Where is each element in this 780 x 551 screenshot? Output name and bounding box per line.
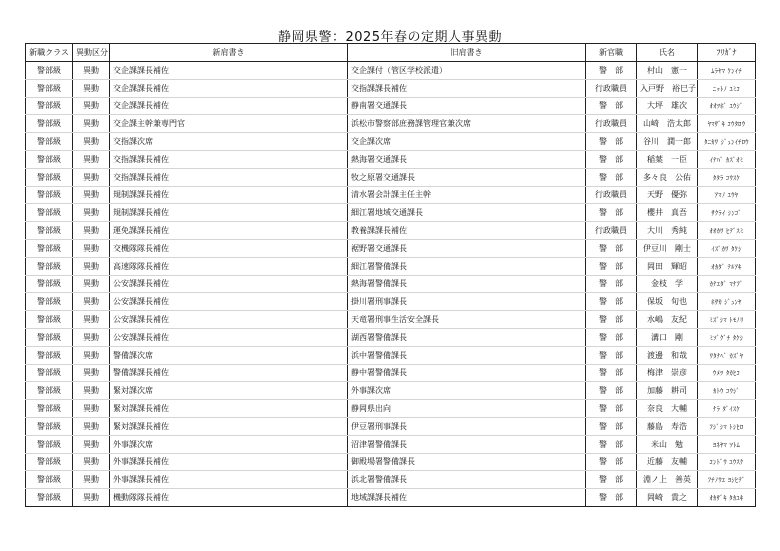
kana-cell: ﾎｻｶ ｼﾞｭﾝﾔ <box>698 293 756 311</box>
new-title-cell: 高速隊隊長補佐 <box>110 257 348 275</box>
kana-cell: ﾔﾏｻﾞｷ ｺｳﾀﾛｳ <box>698 115 756 133</box>
name-cell: 多々良 公佑 <box>637 168 698 186</box>
rank-cell: 警 部 <box>586 346 637 364</box>
table-row <box>26 435 756 453</box>
rank-cell: 警 部 <box>586 97 637 115</box>
table-row <box>26 346 756 364</box>
table-row <box>26 239 756 257</box>
name-cell: 村山 憲一 <box>637 62 698 80</box>
kana-cell: ｺﾝﾄﾞｳ ﾕｳｽｹ <box>698 453 756 471</box>
table-header-row <box>26 44 756 62</box>
name-cell: 保坂 旬也 <box>637 293 698 311</box>
name-cell: 藤島 寿浩 <box>637 417 698 435</box>
type-cell: 異動 <box>73 400 110 418</box>
name-cell: 稲葉 一臣 <box>637 150 698 168</box>
type-cell: 異動 <box>73 382 110 400</box>
class-cell: 警部級 <box>26 79 73 97</box>
rank-cell: 警 部 <box>586 489 637 507</box>
kana-cell: ﾌﾁﾉｳｴ ﾖｼﾋﾃﾞ <box>698 471 756 489</box>
rank-cell: 警 部 <box>586 168 637 186</box>
rank-cell: 警 部 <box>586 435 637 453</box>
new-title-cell: 交指課課長補佐 <box>110 150 348 168</box>
class-cell: 警部級 <box>26 239 73 257</box>
type-cell: 異動 <box>73 453 110 471</box>
name-cell: 加藤 耕司 <box>637 382 698 400</box>
name-cell: 岡崎 貴之 <box>637 489 698 507</box>
old-title-cell: 湖西署警備課長 <box>348 328 586 346</box>
table-row <box>26 489 756 507</box>
old-title-cell: 浜松市警察部庶務課管理官兼次席 <box>348 115 586 133</box>
name-cell: 金枝 学 <box>637 275 698 293</box>
rank-cell: 警 部 <box>586 400 637 418</box>
table-row <box>26 79 756 97</box>
rank-cell: 警 部 <box>586 453 637 471</box>
old-title-cell: 熱海署警備課長 <box>348 275 586 293</box>
old-title-cell: 細江署警備課長 <box>348 257 586 275</box>
new-title-cell: 公安課課長補佐 <box>110 328 348 346</box>
type-cell: 異動 <box>73 471 110 489</box>
old-title-cell: 天竜署刑事生活安全課長 <box>348 311 586 329</box>
rank-cell: 警 部 <box>586 133 637 151</box>
kana-cell: ﾑﾗﾔﾏ ｹﾝｲﾁ <box>698 62 756 80</box>
table-row <box>26 186 756 204</box>
table-body <box>26 62 756 507</box>
new-title-cell: 運免課課長補佐 <box>110 222 348 240</box>
old-title-cell: 清水署会計課主任主幹 <box>348 186 586 204</box>
class-cell: 警部級 <box>26 168 73 186</box>
page-title: 静岡県警：2025年春の定期人事異動 <box>277 30 503 45</box>
kana-cell: ｲｽﾞｶﾜ ﾀｹｼ <box>698 239 756 257</box>
rank-cell: 警 部 <box>586 311 637 329</box>
type-cell: 異動 <box>73 115 110 133</box>
old-title-cell: 御殿場署警備課長 <box>348 453 586 471</box>
name-cell: 水嶋 友紀 <box>637 311 698 329</box>
name-cell: 奈良 大輔 <box>637 400 698 418</box>
new-title-cell: 外事課次席 <box>110 435 348 453</box>
type-cell: 異動 <box>73 257 110 275</box>
column-header-kana: ﾌﾘｶﾞﾅ <box>698 44 756 62</box>
class-cell: 警部級 <box>26 382 73 400</box>
rank-cell: 行政職員 <box>586 115 637 133</box>
old-title-cell: 交指課課長補佐 <box>348 79 586 97</box>
old-title-cell: 静岡県出向 <box>348 400 586 418</box>
column-header-old-title: 旧肩書き <box>348 44 586 62</box>
table-row <box>26 471 756 489</box>
personnel-table <box>25 43 756 507</box>
rank-cell: 警 部 <box>586 204 637 222</box>
column-header-name: 氏名 <box>637 44 698 62</box>
new-title-cell: 交指課課長補佐 <box>110 168 348 186</box>
table-row <box>26 62 756 80</box>
class-cell: 警部級 <box>26 346 73 364</box>
type-cell: 異動 <box>73 293 110 311</box>
table-row <box>26 115 756 133</box>
new-title-cell: 機動隊隊長補佐 <box>110 489 348 507</box>
table-row <box>26 133 756 151</box>
new-title-cell: 外事課課長補佐 <box>110 453 348 471</box>
type-cell: 異動 <box>73 311 110 329</box>
old-title-cell: 浜北署警備課長 <box>348 471 586 489</box>
rank-cell: 警 部 <box>586 328 637 346</box>
kana-cell: ｻｸﾗｲ ｼﾝｺﾞ <box>698 204 756 222</box>
old-title-cell: 伊豆署刑事課長 <box>348 417 586 435</box>
old-title-cell: 交企課次席 <box>348 133 586 151</box>
type-cell: 異動 <box>73 417 110 435</box>
table-row <box>26 168 756 186</box>
new-title-cell: 外事課課長補佐 <box>110 471 348 489</box>
new-title-cell: 規制課課長補佐 <box>110 186 348 204</box>
old-title-cell: 浜中署警備課長 <box>348 346 586 364</box>
class-cell: 警部級 <box>26 417 73 435</box>
table-row <box>26 293 756 311</box>
table-row <box>26 257 756 275</box>
type-cell: 異動 <box>73 222 110 240</box>
new-title-cell: 交機隊隊長補佐 <box>110 239 348 257</box>
old-title-cell: 牧之原署交通課長 <box>348 168 586 186</box>
table-row <box>26 150 756 168</box>
rank-cell: 警 部 <box>586 293 637 311</box>
rank-cell: 行政職員 <box>586 79 637 97</box>
column-header-new-title: 新肩書き <box>110 44 348 62</box>
rank-cell: 警 部 <box>586 275 637 293</box>
class-cell: 警部級 <box>26 311 73 329</box>
rank-cell: 警 部 <box>586 471 637 489</box>
name-cell: 梅津 崇彦 <box>637 364 698 382</box>
class-cell: 警部級 <box>26 471 73 489</box>
type-cell: 異動 <box>73 489 110 507</box>
old-title-cell: 沼津署警備課長 <box>348 435 586 453</box>
table-row <box>26 311 756 329</box>
old-title-cell: 掛川署刑事課長 <box>348 293 586 311</box>
kana-cell: ﾅﾗ ﾀﾞｲｽｹ <box>698 400 756 418</box>
name-cell: 大坪 雄次 <box>637 97 698 115</box>
new-title-cell: 警備課次席 <box>110 346 348 364</box>
column-header-rank: 新官職 <box>586 44 637 62</box>
kana-cell: ﾀﾀﾗ ｺｳｽｹ <box>698 168 756 186</box>
class-cell: 警部級 <box>26 453 73 471</box>
kana-cell: ｵｶﾀﾞ ﾃﾙｱｷ <box>698 257 756 275</box>
old-title-cell: 静南署交通課長 <box>348 97 586 115</box>
kana-cell: ｳﾒﾂ ﾀｶﾋｺ <box>698 364 756 382</box>
name-cell: 米山 勉 <box>637 435 698 453</box>
old-title-cell: 熱海署交通課長 <box>348 150 586 168</box>
table-row <box>26 364 756 382</box>
type-cell: 異動 <box>73 275 110 293</box>
name-cell: 近藤 友輔 <box>637 453 698 471</box>
new-title-cell: 公安課課長補佐 <box>110 311 348 329</box>
class-cell: 警部級 <box>26 489 73 507</box>
class-cell: 警部級 <box>26 275 73 293</box>
rank-cell: 警 部 <box>586 417 637 435</box>
new-title-cell: 緊対課課長補佐 <box>110 400 348 418</box>
name-cell: 岡田 輝昭 <box>637 257 698 275</box>
rank-cell: 警 部 <box>586 62 637 80</box>
class-cell: 警部級 <box>26 133 73 151</box>
name-cell: 大川 秀純 <box>637 222 698 240</box>
rank-cell: 警 部 <box>586 257 637 275</box>
kana-cell: ﾐｽﾞｼﾏ ﾄﾓﾉﾘ <box>698 311 756 329</box>
type-cell: 異動 <box>73 79 110 97</box>
kana-cell: ｵｵﾂﾎﾞ ﾕｳｼﾞ <box>698 97 756 115</box>
old-title-cell: 交企課付（管区学校派遣） <box>348 62 586 80</box>
type-cell: 異動 <box>73 435 110 453</box>
table-row <box>26 275 756 293</box>
old-title-cell: 外事課次席 <box>348 382 586 400</box>
column-header-class: 新職クラス <box>26 44 73 62</box>
name-cell: 櫻井 真吾 <box>637 204 698 222</box>
new-title-cell: 交企課課長補佐 <box>110 97 348 115</box>
class-cell: 警部級 <box>26 400 73 418</box>
old-title-cell: 地域課課長補佐 <box>348 489 586 507</box>
type-cell: 異動 <box>73 62 110 80</box>
class-cell: 警部級 <box>26 150 73 168</box>
new-title-cell: 警備課課長補佐 <box>110 364 348 382</box>
table-row <box>26 97 756 115</box>
name-cell: 入戸野 裕巳子 <box>637 79 698 97</box>
old-title-cell: 教養課課長補佐 <box>348 222 586 240</box>
kana-cell: ﾆｯﾄﾉ ﾕﾐｺ <box>698 79 756 97</box>
name-cell: 伊豆川 剛士 <box>637 239 698 257</box>
kana-cell: ｵｵｶﾜ ﾋﾃﾞｽﾐ <box>698 222 756 240</box>
class-cell: 警部級 <box>26 115 73 133</box>
column-header-type: 異動区分 <box>73 44 110 62</box>
type-cell: 異動 <box>73 150 110 168</box>
class-cell: 警部級 <box>26 62 73 80</box>
rank-cell: 警 部 <box>586 150 637 168</box>
name-cell: 山崎 浩太郎 <box>637 115 698 133</box>
new-title-cell: 交企課課長補佐 <box>110 79 348 97</box>
new-title-cell: 緊対課課長補佐 <box>110 417 348 435</box>
class-cell: 警部級 <box>26 435 73 453</box>
rank-cell: 行政職員 <box>586 222 637 240</box>
old-title-cell: 細江署地域交通課長 <box>348 204 586 222</box>
class-cell: 警部級 <box>26 186 73 204</box>
class-cell: 警部級 <box>26 328 73 346</box>
old-title-cell: 裾野署交通課長 <box>348 239 586 257</box>
new-title-cell: 交企課主幹兼専門官 <box>110 115 348 133</box>
name-cell: 天野 優弥 <box>637 186 698 204</box>
kana-cell: ｶﾄｳ ｺｳｼﾞ <box>698 382 756 400</box>
class-cell: 警部級 <box>26 293 73 311</box>
class-cell: 警部級 <box>26 97 73 115</box>
type-cell: 異動 <box>73 346 110 364</box>
kana-cell: ﾌｼﾞｼﾏ ﾄｼﾋﾛ <box>698 417 756 435</box>
kana-cell: ｶﾅｴﾀﾞ ﾏﾅﾌﾞ <box>698 275 756 293</box>
kana-cell: ｵｶｻﾞｷ ﾀｶﾕｷ <box>698 489 756 507</box>
kana-cell: ﾐｿﾞｸﾞﾁ ﾀｹｼ <box>698 328 756 346</box>
new-title-cell: 交企課課長補佐 <box>110 62 348 80</box>
type-cell: 異動 <box>73 364 110 382</box>
type-cell: 異動 <box>73 328 110 346</box>
kana-cell: ｲﾅﾊﾞ ｶｽﾞｵﾐ <box>698 150 756 168</box>
table-row <box>26 400 756 418</box>
table-row <box>26 328 756 346</box>
class-cell: 警部級 <box>26 204 73 222</box>
new-title-cell: 緊対課次席 <box>110 382 348 400</box>
rank-cell: 行政職員 <box>586 186 637 204</box>
kana-cell: ｱﾏﾉ ﾕｳﾔ <box>698 186 756 204</box>
new-title-cell: 公安課課長補佐 <box>110 293 348 311</box>
rank-cell: 警 部 <box>586 239 637 257</box>
name-cell: 渡邊 和哉 <box>637 346 698 364</box>
kana-cell: ﾖﾈﾔﾏ ﾂﾄﾑ <box>698 435 756 453</box>
rank-cell: 警 部 <box>586 382 637 400</box>
table-row <box>26 382 756 400</box>
class-cell: 警部級 <box>26 222 73 240</box>
type-cell: 異動 <box>73 186 110 204</box>
class-cell: 警部級 <box>26 257 73 275</box>
name-cell: 溝口 剛 <box>637 328 698 346</box>
table-row <box>26 222 756 240</box>
table-row <box>26 453 756 471</box>
type-cell: 異動 <box>73 168 110 186</box>
name-cell: 谷川 潤一郎 <box>637 133 698 151</box>
table-row <box>26 417 756 435</box>
table-row <box>26 204 756 222</box>
class-cell: 警部級 <box>26 364 73 382</box>
new-title-cell: 交指課次席 <box>110 133 348 151</box>
name-cell: 淵ノ上 善英 <box>637 471 698 489</box>
type-cell: 異動 <box>73 239 110 257</box>
new-title-cell: 規制課課長補佐 <box>110 204 348 222</box>
kana-cell: ﾜﾀﾅﾍﾞ ｶｽﾞﾔ <box>698 346 756 364</box>
type-cell: 異動 <box>73 133 110 151</box>
kana-cell: ﾀﾆｶﾜ ｼﾞｭﾝｲﾁﾛｳ <box>698 133 756 151</box>
rank-cell: 警 部 <box>586 364 637 382</box>
type-cell: 異動 <box>73 204 110 222</box>
type-cell: 異動 <box>73 97 110 115</box>
new-title-cell: 公安課課長補佐 <box>110 275 348 293</box>
old-title-cell: 静中署警備課長 <box>348 364 586 382</box>
